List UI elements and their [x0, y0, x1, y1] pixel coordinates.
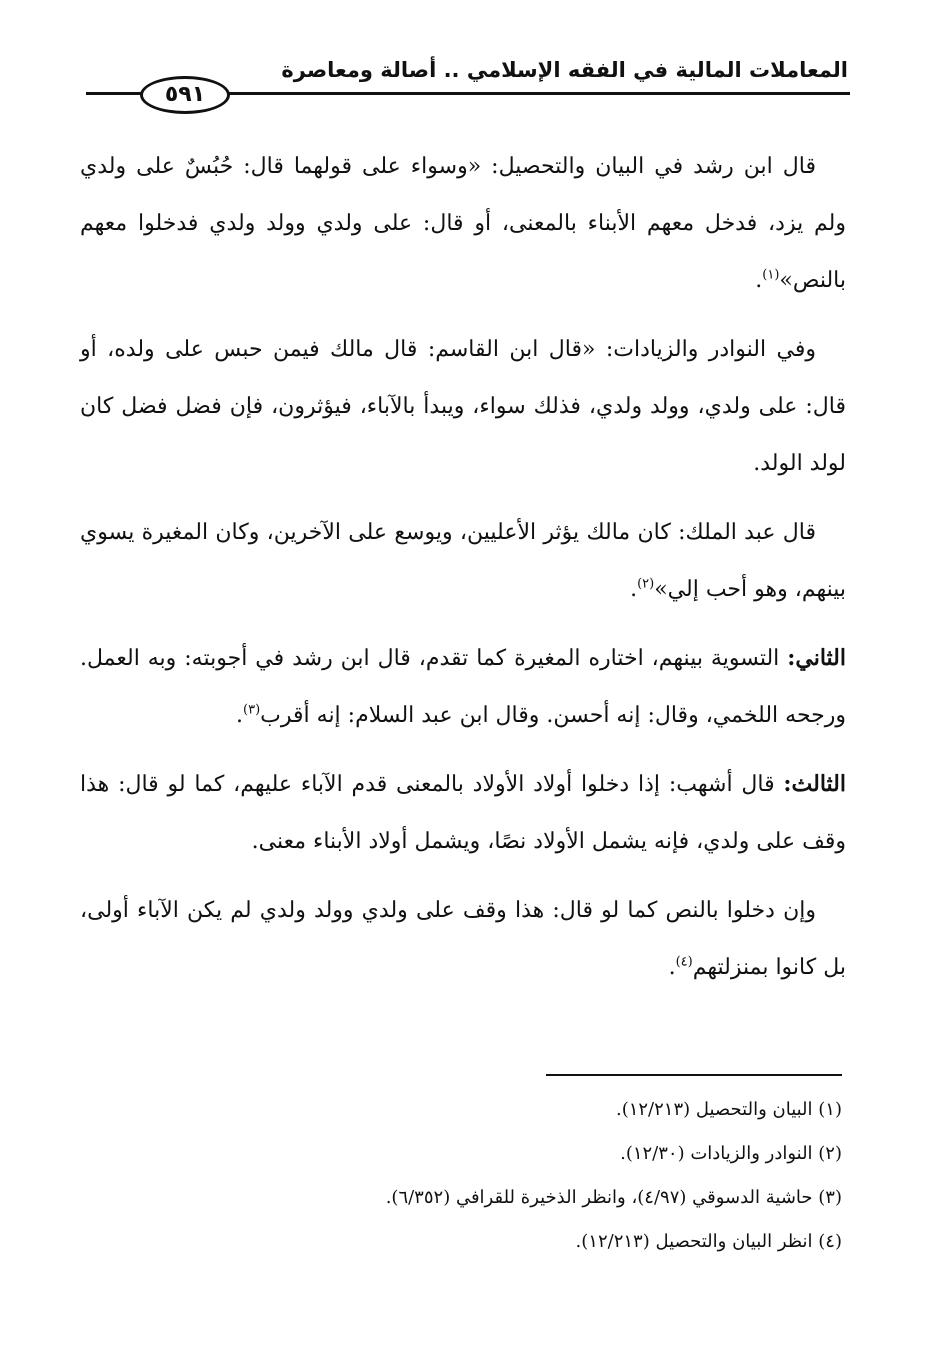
footnote-item: (٤) انظر البيان والتحصيل (١٢/٢١٣). — [575, 1231, 842, 1252]
paragraph — [80, 756, 846, 870]
main-text — [80, 138, 846, 1008]
paragraph-text: قال أشهب: إذا دخلوا أولاد الأولاد بالمعنى قدم الآباء عليهم، كما لو قال: هذا وقف على ولدي، فإنه يشمل الأولاد نصًا، ويشمل أولاد الأبناء معنى. — [80, 772, 846, 854]
paragraph-text: وفي النوادر والزيادات: «قال ابن القاسم: قال مالك فيمن حبس على ولده، أو قال: على ولدي، وولد ولدي، فذلك سواء، ويبدأ بالآباء، فيؤثرون، فإن فضل فضل كان لولد الولد. — [80, 337, 846, 476]
paragraph-lead: الثاني: — [787, 645, 846, 671]
paragraph — [80, 138, 846, 309]
footnote-item: (٣) حاشية الدسوقي (٤/٩٧)، وانظر الذخيرة للقرافي (٦/٣٥٢). — [385, 1187, 842, 1208]
footnotes — [142, 1088, 842, 1264]
paragraph-text: قال عبد الملك: كان مالك يؤثر الأعليين، ويوسع على الآخرين، وكان المغيرة يسوي بينهم، وهو أحب إلي» — [80, 520, 846, 602]
running-header-title: المعاملات المالية في الفقه الإسلامي .. أصالة ومعاصرة — [281, 58, 848, 82]
paragraph-text: وإن دخلوا بالنص كما لو قال: هذا وقف على ولدي وولد ولدي لم يكن الآباء أولى، بل كانوا بمنزلتهم — [80, 898, 846, 980]
paragraph-tail: . — [755, 268, 763, 293]
footnote-separator — [546, 1074, 842, 1076]
footnote-ref: (١) — [762, 267, 780, 283]
footnote-ref: (٣) — [243, 702, 261, 718]
paragraph-tail: . — [668, 955, 676, 980]
page-number-badge: ٥٩١ — [140, 76, 230, 114]
paragraph-tail: . — [236, 703, 244, 728]
footnote-ref: (٢) — [637, 576, 655, 592]
paragraph-text: قال ابن رشد في البيان والتحصيل: «وسواء على قولهما قال: حُبُسٌ على ولدي ولم يزد، فدخل معهم الأبناء بالمعنى، أو قال: على ولدي وولد ولدي فدخلوا معهم بالنص» — [80, 154, 846, 293]
footnote-ref: (٤) — [675, 954, 693, 970]
paragraph-lead: الثالث: — [783, 771, 846, 797]
paragraph — [80, 882, 846, 996]
footnote-item: (٢) النوادر والزيادات (١٢/٣٠). — [620, 1143, 842, 1164]
footnote-item: (١) البيان والتحصيل (١٢/٢١٣). — [615, 1099, 842, 1120]
paragraph — [80, 321, 846, 492]
paragraph — [80, 630, 846, 744]
paragraph-text: التسوية بينهم، اختاره المغيرة كما تقدم، قال ابن رشد في أجوبته: وبه العمل. ورجحه اللخمي، وقال: إنه أحسن. وقال ابن عبد السلام: إنه أقرب — [80, 646, 846, 728]
paragraph — [80, 504, 846, 618]
paragraph-tail: . — [630, 577, 638, 602]
